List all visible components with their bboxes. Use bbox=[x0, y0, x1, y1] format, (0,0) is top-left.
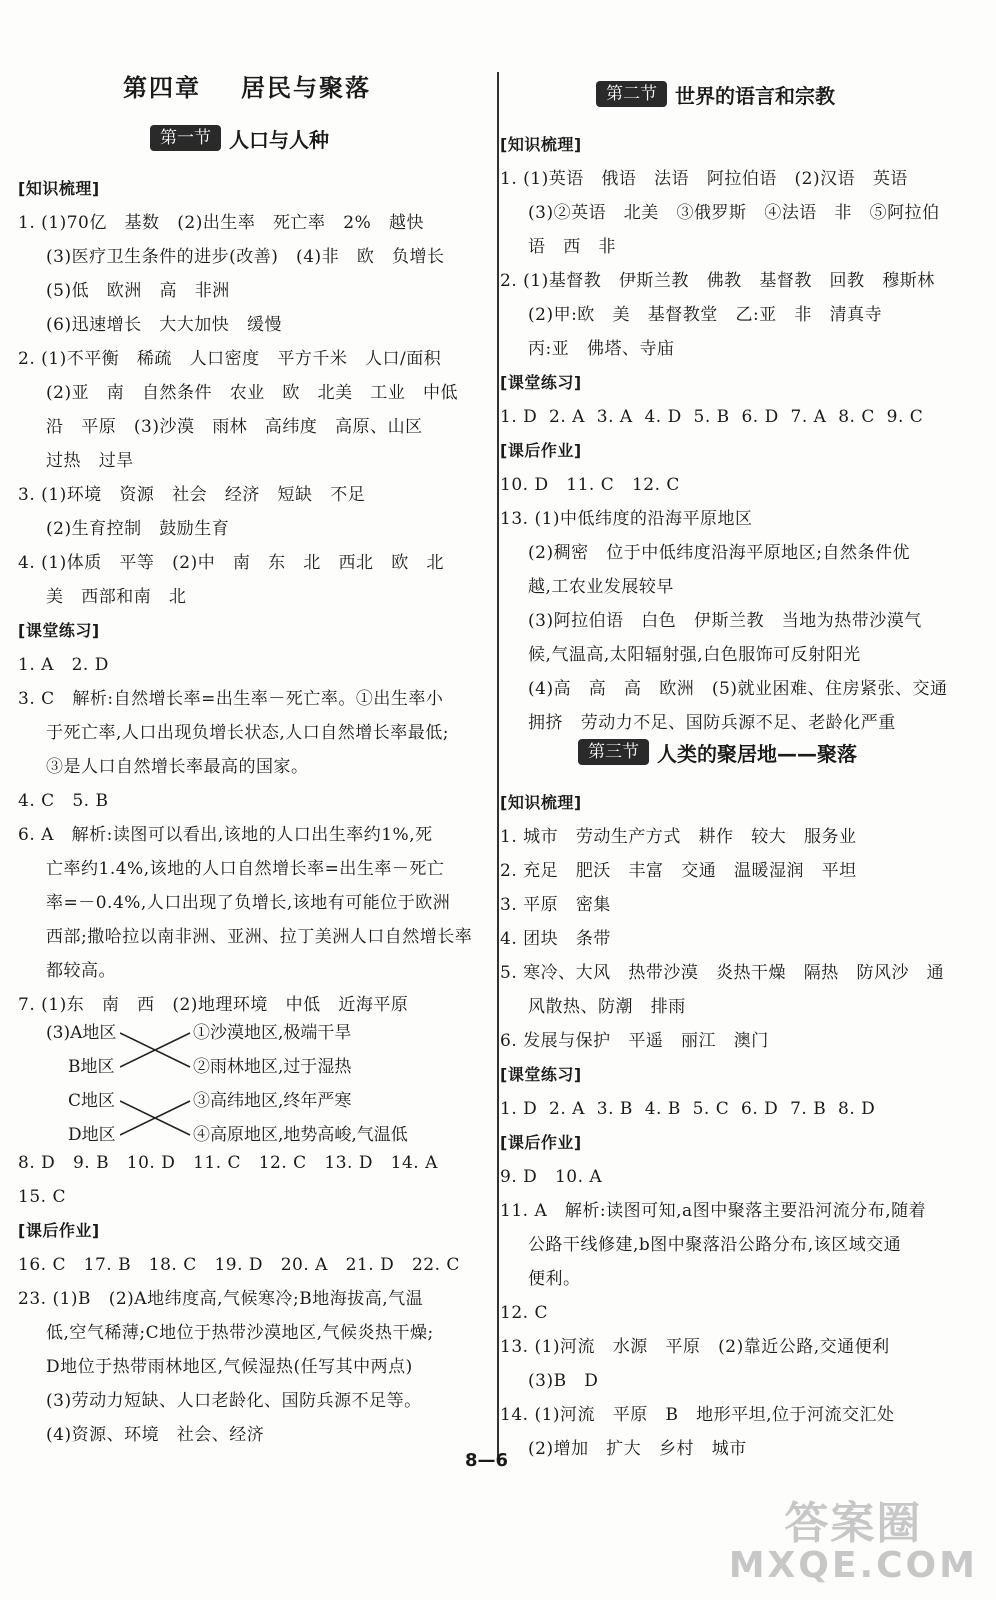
section-2-heading bbox=[596, 78, 835, 110]
answer-line: ③是人口自然增长率最高的国家。 bbox=[46, 757, 309, 777]
answer-line: (3)B D bbox=[528, 1371, 599, 1391]
subsection-label: [课堂练习] bbox=[500, 373, 582, 392]
answer-line: 2. (1)基督教 伊斯兰教 佛教 基督教 回教 穆斯林 bbox=[500, 271, 935, 291]
section-title: 人类的聚居地——聚落 bbox=[657, 741, 857, 766]
subsection-label: [知识梳理] bbox=[18, 179, 100, 198]
answer-line: 3. C 解析:自然增长率=出生率－死亡率。①出生率小 bbox=[18, 689, 444, 709]
region-label: D地区 bbox=[68, 1125, 116, 1145]
watermark-logo bbox=[729, 1487, 978, 1586]
answer-line: 率=－0.4%,人口出现了负增长,该地有可能位于欧洲 bbox=[46, 893, 451, 913]
answer-line: 13. (1)中低纬度的沿海平原地区 bbox=[500, 509, 753, 529]
answer-line: (6)迅速增长 大大加快 缓慢 bbox=[46, 315, 283, 335]
answer-line: 15. C bbox=[18, 1187, 66, 1207]
watermark-url: MXQE.COM bbox=[728, 1545, 978, 1586]
column-divider bbox=[497, 72, 499, 1462]
region-label: (3)A地区 bbox=[46, 1023, 117, 1043]
climate-description: ①沙漠地区,极端干旱 bbox=[193, 1023, 352, 1043]
answer-line: (2)增加 扩大 乡村 城市 bbox=[528, 1439, 747, 1459]
section-badge: 第二节 bbox=[596, 81, 667, 107]
answer-line: (3)②英语 北美 ③俄罗斯 ④法语 非 ⑤阿拉伯 bbox=[528, 203, 940, 223]
chapter-name: 居民与聚落 bbox=[241, 74, 371, 102]
answer-line: 候,气温高,太阳辐射强,白色服饰可反射阳光 bbox=[528, 645, 861, 665]
answer-line: (4)高 高 高 欧洲 (5)就业困难、住房紧张、交通 bbox=[528, 679, 948, 699]
climate-description: ④高原地区,地势高峻,气温低 bbox=[193, 1125, 408, 1145]
subsection-label: [知识梳理] bbox=[500, 135, 582, 154]
answer-line: 风散热、防潮 排雨 bbox=[528, 997, 686, 1017]
answer-line: (3)劳动力短缺、人口老龄化、国防兵源不足等。 bbox=[46, 1391, 422, 1411]
answer-line: 西部;撒哈拉以南非洲、亚洲、拉丁美洲人口自然增长率 bbox=[46, 927, 473, 947]
answer-line: 1. D 2. A 3. B 4. B 5. C 6. D 7. B 8. D bbox=[500, 1099, 876, 1119]
answer-line: 13. (1)河流 水源 平原 (2)靠近公路,交通便利 bbox=[500, 1337, 890, 1357]
answer-line: 11. A 解析:读图可知,a图中聚落主要沿河流分布,随着 bbox=[500, 1201, 927, 1221]
answer-line: (2)甲:欧 美 基督教堂 乙:亚 非 清真寺 bbox=[528, 305, 883, 325]
answer-line: 2. 充足 肥沃 丰富 交通 温暖湿润 平坦 bbox=[500, 861, 857, 881]
answer-line: 23. (1)B (2)A地纬度高,气候寒冷;B地海拔高,气温 bbox=[18, 1289, 424, 1309]
right-block-b bbox=[500, 786, 988, 1466]
answer-line: 6. A 解析:读图可以看出,该地的人口出生率约1%,死 bbox=[18, 825, 433, 845]
answer-line: 语 西 非 bbox=[528, 237, 616, 257]
subsection-label: [课后作业] bbox=[18, 1221, 100, 1240]
answer-line: (2)稠密 位于中低纬度沿海平原地区;自然条件优 bbox=[528, 543, 911, 563]
section-3-heading bbox=[578, 736, 857, 768]
right-block-a bbox=[500, 128, 988, 740]
subsection-label: [课堂练习] bbox=[500, 1065, 582, 1084]
region-label: B地区 bbox=[68, 1057, 115, 1077]
answer-line: 12. C bbox=[500, 1303, 548, 1323]
answer-line: 公路干线修建,b图中聚落沿公路分布,该区域交通 bbox=[528, 1235, 902, 1255]
answer-line: 美 西部和南 北 bbox=[46, 587, 187, 607]
matching-row bbox=[48, 1050, 508, 1084]
answer-line: (3)医疗卫生条件的进步(改善) (4)非 欧 负增长 bbox=[46, 247, 445, 267]
answer-line: 越,工农业发展较早 bbox=[528, 577, 674, 597]
answer-line: 1. D 2. A 3. A 4. D 5. B 6. D 7. A 8. C 9. C bbox=[500, 407, 924, 427]
section-title: 人口与人种 bbox=[229, 127, 329, 152]
chapter-number: 第四章 bbox=[123, 74, 201, 102]
answer-line: 7. (1)东 南 西 (2)地理环境 中低 近海平原 bbox=[18, 995, 409, 1015]
answer-line: 4. 团块 条带 bbox=[500, 929, 611, 949]
answer-line: 3. (1)环境 资源 社会 经济 短缺 不足 bbox=[18, 485, 366, 505]
answer-line: 1. (1)英语 俄语 法语 阿拉伯语 (2)汉语 英语 bbox=[500, 169, 908, 189]
answer-line: D地位于热带雨林地区,气候湿热(任写其中两点) bbox=[46, 1357, 413, 1377]
left-block-a bbox=[18, 172, 488, 1022]
answer-line: 便利。 bbox=[528, 1269, 581, 1289]
answer-line: 沿 平原 (3)沙漠 雨林 高纬度 高原、山区 bbox=[46, 417, 423, 437]
answer-line: 丙:亚 佛塔、寺庙 bbox=[528, 339, 675, 359]
answer-line: (5)低 欧洲 高 非洲 bbox=[46, 281, 230, 301]
climate-description: ②雨林地区,过于湿热 bbox=[193, 1057, 352, 1077]
answer-line: 低,空气稀薄;C地位于热带沙漠地区,气候炎热干燥; bbox=[46, 1323, 434, 1343]
subsection-label: [知识梳理] bbox=[500, 793, 582, 812]
subsection-label: [课后作业] bbox=[500, 441, 582, 460]
answer-line: 4. C 5. B bbox=[18, 791, 109, 811]
answer-line: 8. D 9. B 10. D 11. C 12. C 13. D 14. A bbox=[18, 1153, 438, 1173]
left-block-b bbox=[18, 1146, 488, 1452]
matching-diagram bbox=[48, 1016, 508, 1152]
section-1-heading bbox=[150, 122, 329, 154]
answer-line: 10. D 11. C 12. C bbox=[500, 475, 680, 495]
answer-line: 1. A 2. D bbox=[18, 655, 109, 675]
section-badge: 第三节 bbox=[578, 739, 649, 765]
chapter-title bbox=[0, 68, 494, 103]
page-number: 8—6 bbox=[465, 1450, 509, 1471]
section-badge: 第一节 bbox=[150, 125, 221, 151]
answer-line: 6. 发展与保护 平遥 丽江 澳门 bbox=[500, 1031, 769, 1051]
answer-line: (2)生育控制 鼓励生育 bbox=[46, 519, 230, 539]
answer-line: 于死亡率,人口出现负增长状态,人口自然增长率最低; bbox=[46, 723, 450, 743]
answer-line: 过热 过旱 bbox=[46, 451, 134, 471]
matching-row bbox=[48, 1084, 508, 1118]
answer-line: 4. (1)体质 平等 (2)中 南 东 北 西北 欧 北 bbox=[18, 553, 444, 573]
climate-description: ③高纬地区,终年严寒 bbox=[193, 1091, 352, 1111]
answer-line: 16. C 17. B 18. C 19. D 20. A 21. D 22. C bbox=[18, 1255, 460, 1275]
region-label: C地区 bbox=[68, 1091, 116, 1111]
answer-line: 2. (1)不平衡 稀疏 人口密度 平方千米 人口/面积 bbox=[18, 349, 442, 369]
answer-line: 14. (1)河流 平原 B 地形平坦,位于河流交汇处 bbox=[500, 1405, 895, 1425]
section-title: 世界的语言和宗教 bbox=[675, 83, 835, 108]
answer-line: (3)阿拉伯语 白色 伊斯兰教 当地为热带沙漠气 bbox=[528, 611, 922, 631]
answer-line: 都较高。 bbox=[46, 961, 116, 981]
answer-line: 3. 平原 密集 bbox=[500, 895, 611, 915]
answer-line: (2)亚 南 自然条件 农业 欧 北美 工业 中低 bbox=[46, 383, 459, 403]
answer-line: (4)资源、环境 社会、经济 bbox=[46, 1425, 265, 1445]
subsection-label: [课后作业] bbox=[500, 1133, 582, 1152]
answer-line: 1. 城市 劳动生产方式 耕作 较大 服务业 bbox=[500, 827, 857, 847]
answer-line: 5. 寒冷、大风 热带沙漠 炎热干燥 隔热 防风沙 通 bbox=[500, 963, 945, 983]
matching-row bbox=[48, 1016, 508, 1050]
watermark-text: 答案圈 bbox=[784, 1498, 923, 1549]
answer-line: 拥挤 劳动力不足、国防兵源不足、老龄化严重 bbox=[528, 713, 896, 733]
answer-line: 1. (1)70亿 基数 (2)出生率 死亡率 2% 越快 bbox=[18, 213, 424, 233]
answer-line: 9. D 10. A bbox=[500, 1167, 603, 1187]
subsection-label: [课堂练习] bbox=[18, 621, 100, 640]
answer-line: 亡率约1.4%,该地的人口自然增长率=出生率－死亡 bbox=[46, 859, 445, 879]
